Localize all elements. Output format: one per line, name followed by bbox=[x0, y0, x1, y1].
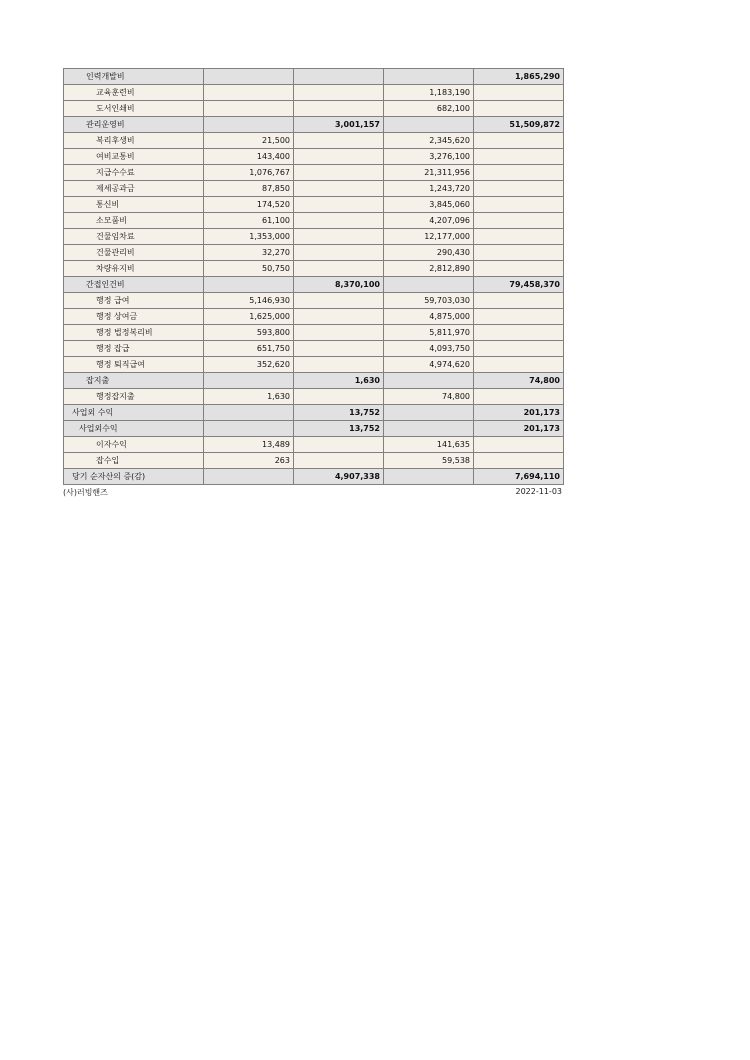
amount-cell-2: 13,752 bbox=[294, 405, 384, 421]
amount-cell-4: 79,458,370 bbox=[474, 277, 564, 293]
amount-cell-2: 8,370,100 bbox=[294, 277, 384, 293]
amount-cell-3 bbox=[384, 405, 474, 421]
account-label: 행정 잡급 bbox=[64, 341, 204, 357]
amount-cell-1: 593,800 bbox=[204, 325, 294, 341]
amount-cell-2 bbox=[294, 165, 384, 181]
item-row bbox=[64, 245, 564, 261]
amount-cell-4 bbox=[474, 85, 564, 101]
amount-cell-3: 1,243,720 bbox=[384, 181, 474, 197]
amount-cell-4: 51,509,872 bbox=[474, 117, 564, 133]
amount-cell-3 bbox=[384, 373, 474, 389]
amount-cell-2 bbox=[294, 309, 384, 325]
amount-cell-2 bbox=[294, 101, 384, 117]
amount-cell-2 bbox=[294, 389, 384, 405]
amount-cell-3: 4,207,096 bbox=[384, 213, 474, 229]
amount-cell-3: 2,812,890 bbox=[384, 261, 474, 277]
amount-cell-4 bbox=[474, 325, 564, 341]
item-row bbox=[64, 261, 564, 277]
amount-cell-3 bbox=[384, 421, 474, 437]
amount-cell-2 bbox=[294, 357, 384, 373]
amount-cell-3: 2,345,620 bbox=[384, 133, 474, 149]
account-label: 이자수익 bbox=[64, 437, 204, 453]
amount-cell-1 bbox=[204, 421, 294, 437]
amount-cell-1: 1,625,000 bbox=[204, 309, 294, 325]
category-row bbox=[64, 405, 564, 421]
amount-cell-1 bbox=[204, 101, 294, 117]
item-row bbox=[64, 133, 564, 149]
account-label: 행정 법정복리비 bbox=[64, 325, 204, 341]
amount-cell-2 bbox=[294, 85, 384, 101]
item-row bbox=[64, 309, 564, 325]
amount-cell-3: 21,311,956 bbox=[384, 165, 474, 181]
amount-cell-1: 1,076,767 bbox=[204, 165, 294, 181]
account-label: 교육훈련비 bbox=[64, 85, 204, 101]
account-label: 행정 퇴직급여 bbox=[64, 357, 204, 373]
account-label: 행정 급여 bbox=[64, 293, 204, 309]
amount-cell-1 bbox=[204, 469, 294, 485]
account-label: 행정 상여금 bbox=[64, 309, 204, 325]
amount-cell-2 bbox=[294, 149, 384, 165]
amount-cell-4 bbox=[474, 245, 564, 261]
amount-cell-1: 50,750 bbox=[204, 261, 294, 277]
amount-cell-3: 4,093,750 bbox=[384, 341, 474, 357]
amount-cell-2 bbox=[294, 213, 384, 229]
account-label: 인력개발비 bbox=[64, 69, 204, 85]
category-row bbox=[64, 421, 564, 437]
item-row bbox=[64, 341, 564, 357]
amount-cell-2 bbox=[294, 181, 384, 197]
amount-cell-4 bbox=[474, 197, 564, 213]
amount-cell-2: 13,752 bbox=[294, 421, 384, 437]
amount-cell-1 bbox=[204, 373, 294, 389]
amount-cell-2 bbox=[294, 229, 384, 245]
category-row bbox=[64, 373, 564, 389]
amount-cell-2 bbox=[294, 69, 384, 85]
item-row bbox=[64, 437, 564, 453]
amount-cell-4 bbox=[474, 261, 564, 277]
amount-cell-1: 143,400 bbox=[204, 149, 294, 165]
item-row bbox=[64, 165, 564, 181]
amount-cell-3 bbox=[384, 69, 474, 85]
account-label: 통신비 bbox=[64, 197, 204, 213]
amount-cell-4: 201,173 bbox=[474, 421, 564, 437]
account-label: 지급수수료 bbox=[64, 165, 204, 181]
account-label: 당기 순자산의 증(감) bbox=[64, 469, 204, 485]
amount-cell-4: 74,800 bbox=[474, 373, 564, 389]
amount-cell-1: 174,520 bbox=[204, 197, 294, 213]
item-row bbox=[64, 389, 564, 405]
amount-cell-3: 4,974,620 bbox=[384, 357, 474, 373]
amount-cell-1: 5,146,930 bbox=[204, 293, 294, 309]
amount-cell-4 bbox=[474, 181, 564, 197]
amount-cell-1: 1,630 bbox=[204, 389, 294, 405]
amount-cell-3: 3,276,100 bbox=[384, 149, 474, 165]
item-row bbox=[64, 229, 564, 245]
amount-cell-4 bbox=[474, 213, 564, 229]
item-row bbox=[64, 85, 564, 101]
amount-cell-4 bbox=[474, 309, 564, 325]
amount-cell-3: 4,875,000 bbox=[384, 309, 474, 325]
account-label: 잡수입 bbox=[64, 453, 204, 469]
amount-cell-1: 87,850 bbox=[204, 181, 294, 197]
account-label: 건물임차료 bbox=[64, 229, 204, 245]
amount-cell-1 bbox=[204, 69, 294, 85]
amount-cell-3: 141,635 bbox=[384, 437, 474, 453]
category-row bbox=[64, 277, 564, 293]
amount-cell-2 bbox=[294, 453, 384, 469]
category-row bbox=[64, 69, 564, 85]
amount-cell-3: 682,100 bbox=[384, 101, 474, 117]
item-row bbox=[64, 453, 564, 469]
statement-body bbox=[64, 69, 564, 485]
account-label: 차량유지비 bbox=[64, 261, 204, 277]
amount-cell-1: 61,100 bbox=[204, 213, 294, 229]
item-row bbox=[64, 149, 564, 165]
amount-cell-1: 32,270 bbox=[204, 245, 294, 261]
amount-cell-2 bbox=[294, 341, 384, 357]
amount-cell-4: 201,173 bbox=[474, 405, 564, 421]
amount-cell-4 bbox=[474, 389, 564, 405]
amount-cell-1: 651,750 bbox=[204, 341, 294, 357]
amount-cell-2 bbox=[294, 133, 384, 149]
item-row bbox=[64, 181, 564, 197]
report-date: 2022-11-03 bbox=[515, 487, 562, 496]
amount-cell-4: 1,865,290 bbox=[474, 69, 564, 85]
amount-cell-2: 3,001,157 bbox=[294, 117, 384, 133]
item-row bbox=[64, 357, 564, 373]
account-label: 소모품비 bbox=[64, 213, 204, 229]
amount-cell-2 bbox=[294, 293, 384, 309]
amount-cell-4 bbox=[474, 437, 564, 453]
amount-cell-1: 1,353,000 bbox=[204, 229, 294, 245]
account-label: 도서인쇄비 bbox=[64, 101, 204, 117]
amount-cell-4 bbox=[474, 101, 564, 117]
amount-cell-4 bbox=[474, 293, 564, 309]
amount-cell-4 bbox=[474, 229, 564, 245]
item-row bbox=[64, 293, 564, 309]
account-label: 건물관리비 bbox=[64, 245, 204, 261]
amount-cell-1: 21,500 bbox=[204, 133, 294, 149]
amount-cell-3: 59,538 bbox=[384, 453, 474, 469]
amount-cell-2 bbox=[294, 437, 384, 453]
item-row bbox=[64, 213, 564, 229]
account-label: 사업외수익 bbox=[64, 421, 204, 437]
category-row bbox=[64, 117, 564, 133]
amount-cell-1 bbox=[204, 277, 294, 293]
amount-cell-3: 59,703,030 bbox=[384, 293, 474, 309]
amount-cell-1 bbox=[204, 85, 294, 101]
item-row bbox=[64, 325, 564, 341]
item-row bbox=[64, 197, 564, 213]
category-row bbox=[64, 469, 564, 485]
amount-cell-4 bbox=[474, 149, 564, 165]
amount-cell-3: 12,177,000 bbox=[384, 229, 474, 245]
amount-cell-3: 5,811,970 bbox=[384, 325, 474, 341]
account-label: 제세공과금 bbox=[64, 181, 204, 197]
amount-cell-2: 1,630 bbox=[294, 373, 384, 389]
item-row bbox=[64, 101, 564, 117]
amount-cell-4 bbox=[474, 357, 564, 373]
amount-cell-2 bbox=[294, 245, 384, 261]
amount-cell-3: 3,845,060 bbox=[384, 197, 474, 213]
amount-cell-4 bbox=[474, 453, 564, 469]
account-label: 사업외 수익 bbox=[64, 405, 204, 421]
amount-cell-1: 263 bbox=[204, 453, 294, 469]
account-label: 행정잡지출 bbox=[64, 389, 204, 405]
amount-cell-3 bbox=[384, 469, 474, 485]
account-label: 복리후생비 bbox=[64, 133, 204, 149]
amount-cell-3: 74,800 bbox=[384, 389, 474, 405]
organization-name: (사)러빙핸즈 bbox=[63, 488, 108, 497]
amount-cell-3 bbox=[384, 277, 474, 293]
amount-cell-1: 352,620 bbox=[204, 357, 294, 373]
amount-cell-4: 7,694,110 bbox=[474, 469, 564, 485]
amount-cell-4 bbox=[474, 341, 564, 357]
amount-cell-4 bbox=[474, 133, 564, 149]
account-label: 잡지출 bbox=[64, 373, 204, 389]
account-label: 관리운영비 bbox=[64, 117, 204, 133]
amount-cell-2: 4,907,338 bbox=[294, 469, 384, 485]
amount-cell-3 bbox=[384, 117, 474, 133]
amount-cell-3: 290,430 bbox=[384, 245, 474, 261]
statement-table bbox=[63, 68, 564, 485]
account-label: 여비교통비 bbox=[64, 149, 204, 165]
amount-cell-1 bbox=[204, 405, 294, 421]
amount-cell-2 bbox=[294, 197, 384, 213]
amount-cell-1: 13,489 bbox=[204, 437, 294, 453]
account-label: 간접인건비 bbox=[64, 277, 204, 293]
amount-cell-2 bbox=[294, 325, 384, 341]
amount-cell-1 bbox=[204, 117, 294, 133]
amount-cell-4 bbox=[474, 165, 564, 181]
amount-cell-2 bbox=[294, 261, 384, 277]
amount-cell-3: 1,183,190 bbox=[384, 85, 474, 101]
